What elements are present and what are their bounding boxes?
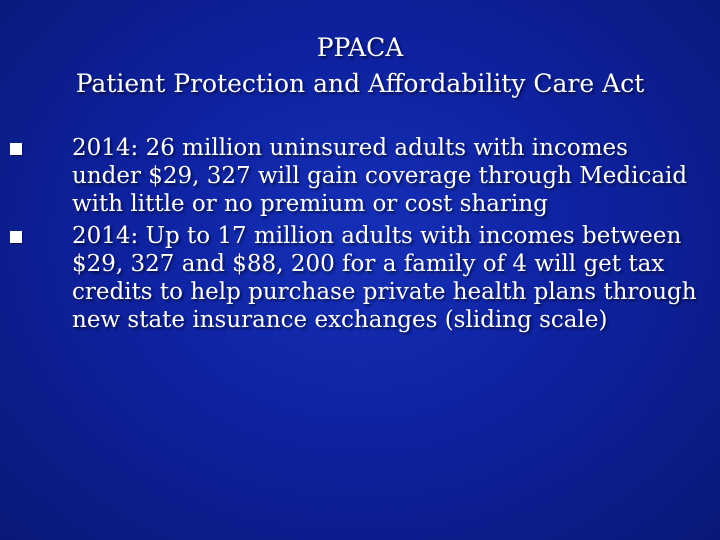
title-line-1: PPACA bbox=[316, 33, 404, 62]
bullet-text: 2014: 26 million uninsured adults with incomes under $29, 327 will gain coverage through Medicaid with little or no premium or cost sharing bbox=[72, 135, 688, 217]
square-bullet-icon bbox=[10, 143, 22, 155]
bullet-item bbox=[58, 222, 698, 334]
bullet-text: 2014: Up to 17 million adults with incomes between $29, 327 and $88, 200 for a family of 4 will get tax credits to help purchase private health plans through new state insurance exchanges (sliding scale) bbox=[72, 223, 697, 333]
bullet-item bbox=[58, 134, 698, 218]
slide-title bbox=[0, 30, 720, 102]
bullet-list bbox=[58, 134, 698, 338]
title-line-2: Patient Protection and Affordability Care Act bbox=[75, 69, 645, 98]
square-bullet-icon bbox=[10, 231, 22, 243]
